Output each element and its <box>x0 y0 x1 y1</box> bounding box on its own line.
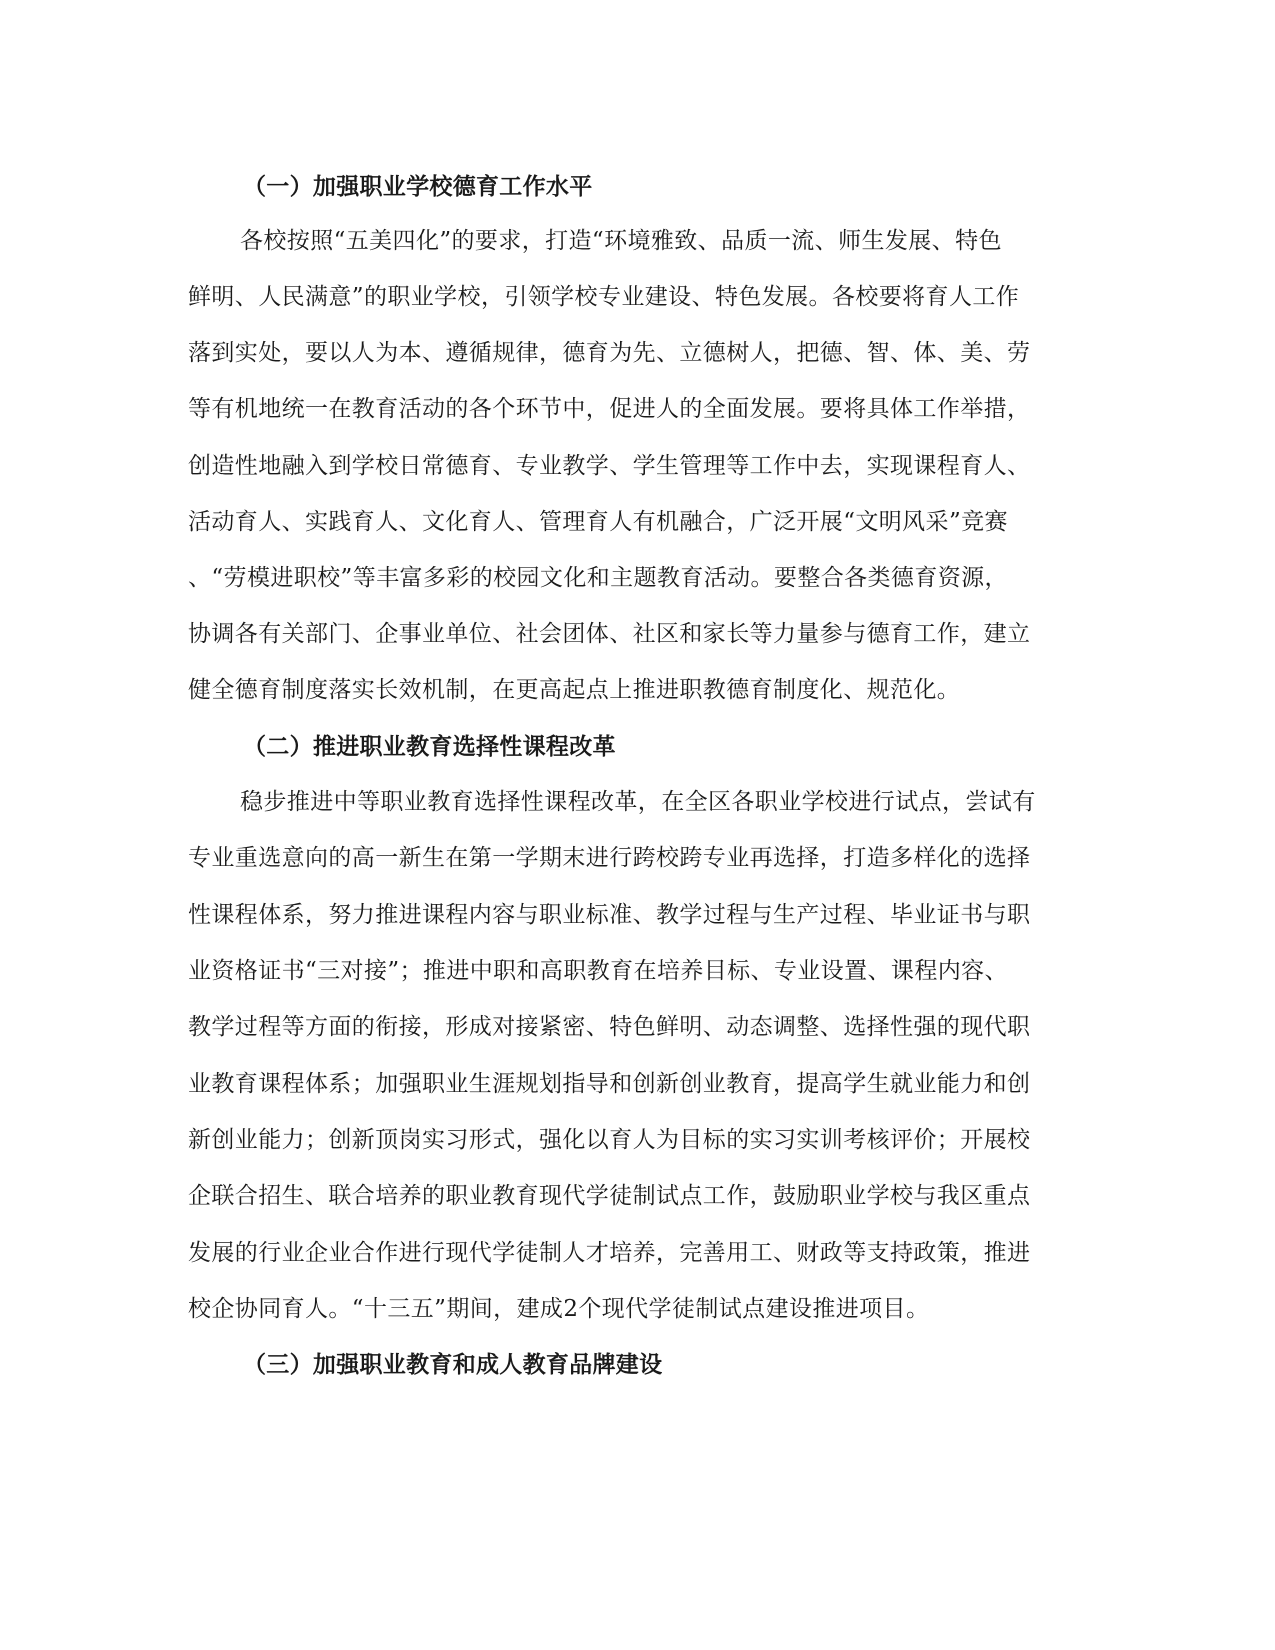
section-heading: （二）推进职业教育选择性课程改革 <box>243 734 616 760</box>
paragraph-line: 性课程体系，努力推进课程内容与职业标准、教学过程与生产过程、毕业证书与职 <box>188 902 1031 928</box>
paragraph-line: 、“劳模进职校”等丰富多彩的校园文化和主题教育活动。要整合各类德育资源， <box>188 565 1008 591</box>
paragraph-line: 创造性地融入到学校日常德育、专业教学、学生管理等工作中去，实现课程育人、 <box>188 453 1031 479</box>
paragraph-line: 校企协同育人。“十三五”期间，建成2个现代学徒制试点建设推进项目。 <box>188 1296 930 1322</box>
paragraph-line: 协调各有关部门、企事业单位、社会团体、社区和家长等力量参与德育工作，建立 <box>188 621 1031 647</box>
paragraph-line: 落到实处，要以人为本、遵循规律，德育为先、立德树人，把德、智、体、美、劳 <box>188 340 1031 366</box>
section-heading: （一）加强职业学校德育工作水平 <box>243 174 593 200</box>
paragraph-line: 专业重选意向的高一新生在第一学期末进行跨校跨专业再选择，打造多样化的选择 <box>188 845 1031 871</box>
paragraph-line: 业资格证书“三对接”；推进中职和高职教育在培养目标、专业设置、课程内容、 <box>188 958 1008 984</box>
paragraph-line: 鲜明、人民满意”的职业学校，引领学校专业建设、特色发展。各校要将育人工作 <box>188 284 1020 310</box>
paragraph-line: 健全德育制度落实长效机制，在更高起点上推进职教德育制度化、规范化。 <box>188 677 961 703</box>
paragraph-line: 各校按照“五美四化”的要求，打造“环境雅致、品质一流、师生发展、特色 <box>240 228 1002 254</box>
paragraph-line: 等有机地统一在教育活动的各个环节中，促进人的全面发展。要将具体工作举措， <box>188 396 1031 422</box>
paragraph-line: 业教育课程体系；加强职业生涯规划指导和创新创业教育，提高学生就业能力和创 <box>188 1071 1031 1097</box>
paragraph-line: 企联合招生、联合培养的职业教育现代学徒制试点工作，鼓励职业学校与我区重点 <box>188 1183 1031 1209</box>
paragraph-line: 稳步推进中等职业教育选择性课程改革，在全区各职业学校进行试点，尝试有 <box>240 789 1036 815</box>
section-heading: （三）加强职业教育和成人教育品牌建设 <box>243 1352 663 1378</box>
paragraph-line: 活动育人、实践育人、文化育人、管理育人有机融合，广泛开展“文明风采”竞赛 <box>188 509 1008 535</box>
paragraph-line: 教学过程等方面的衔接，形成对接紧密、特色鲜明、动态调整、选择性强的现代职 <box>188 1014 1031 1040</box>
paragraph-line: 发展的行业企业合作进行现代学徒制人才培养，完善用工、财政等支持政策，推进 <box>188 1240 1031 1266</box>
paragraph-line: 新创业能力；创新顶岗实习形式，强化以育人为目标的实习实训考核评价；开展校 <box>188 1127 1031 1153</box>
